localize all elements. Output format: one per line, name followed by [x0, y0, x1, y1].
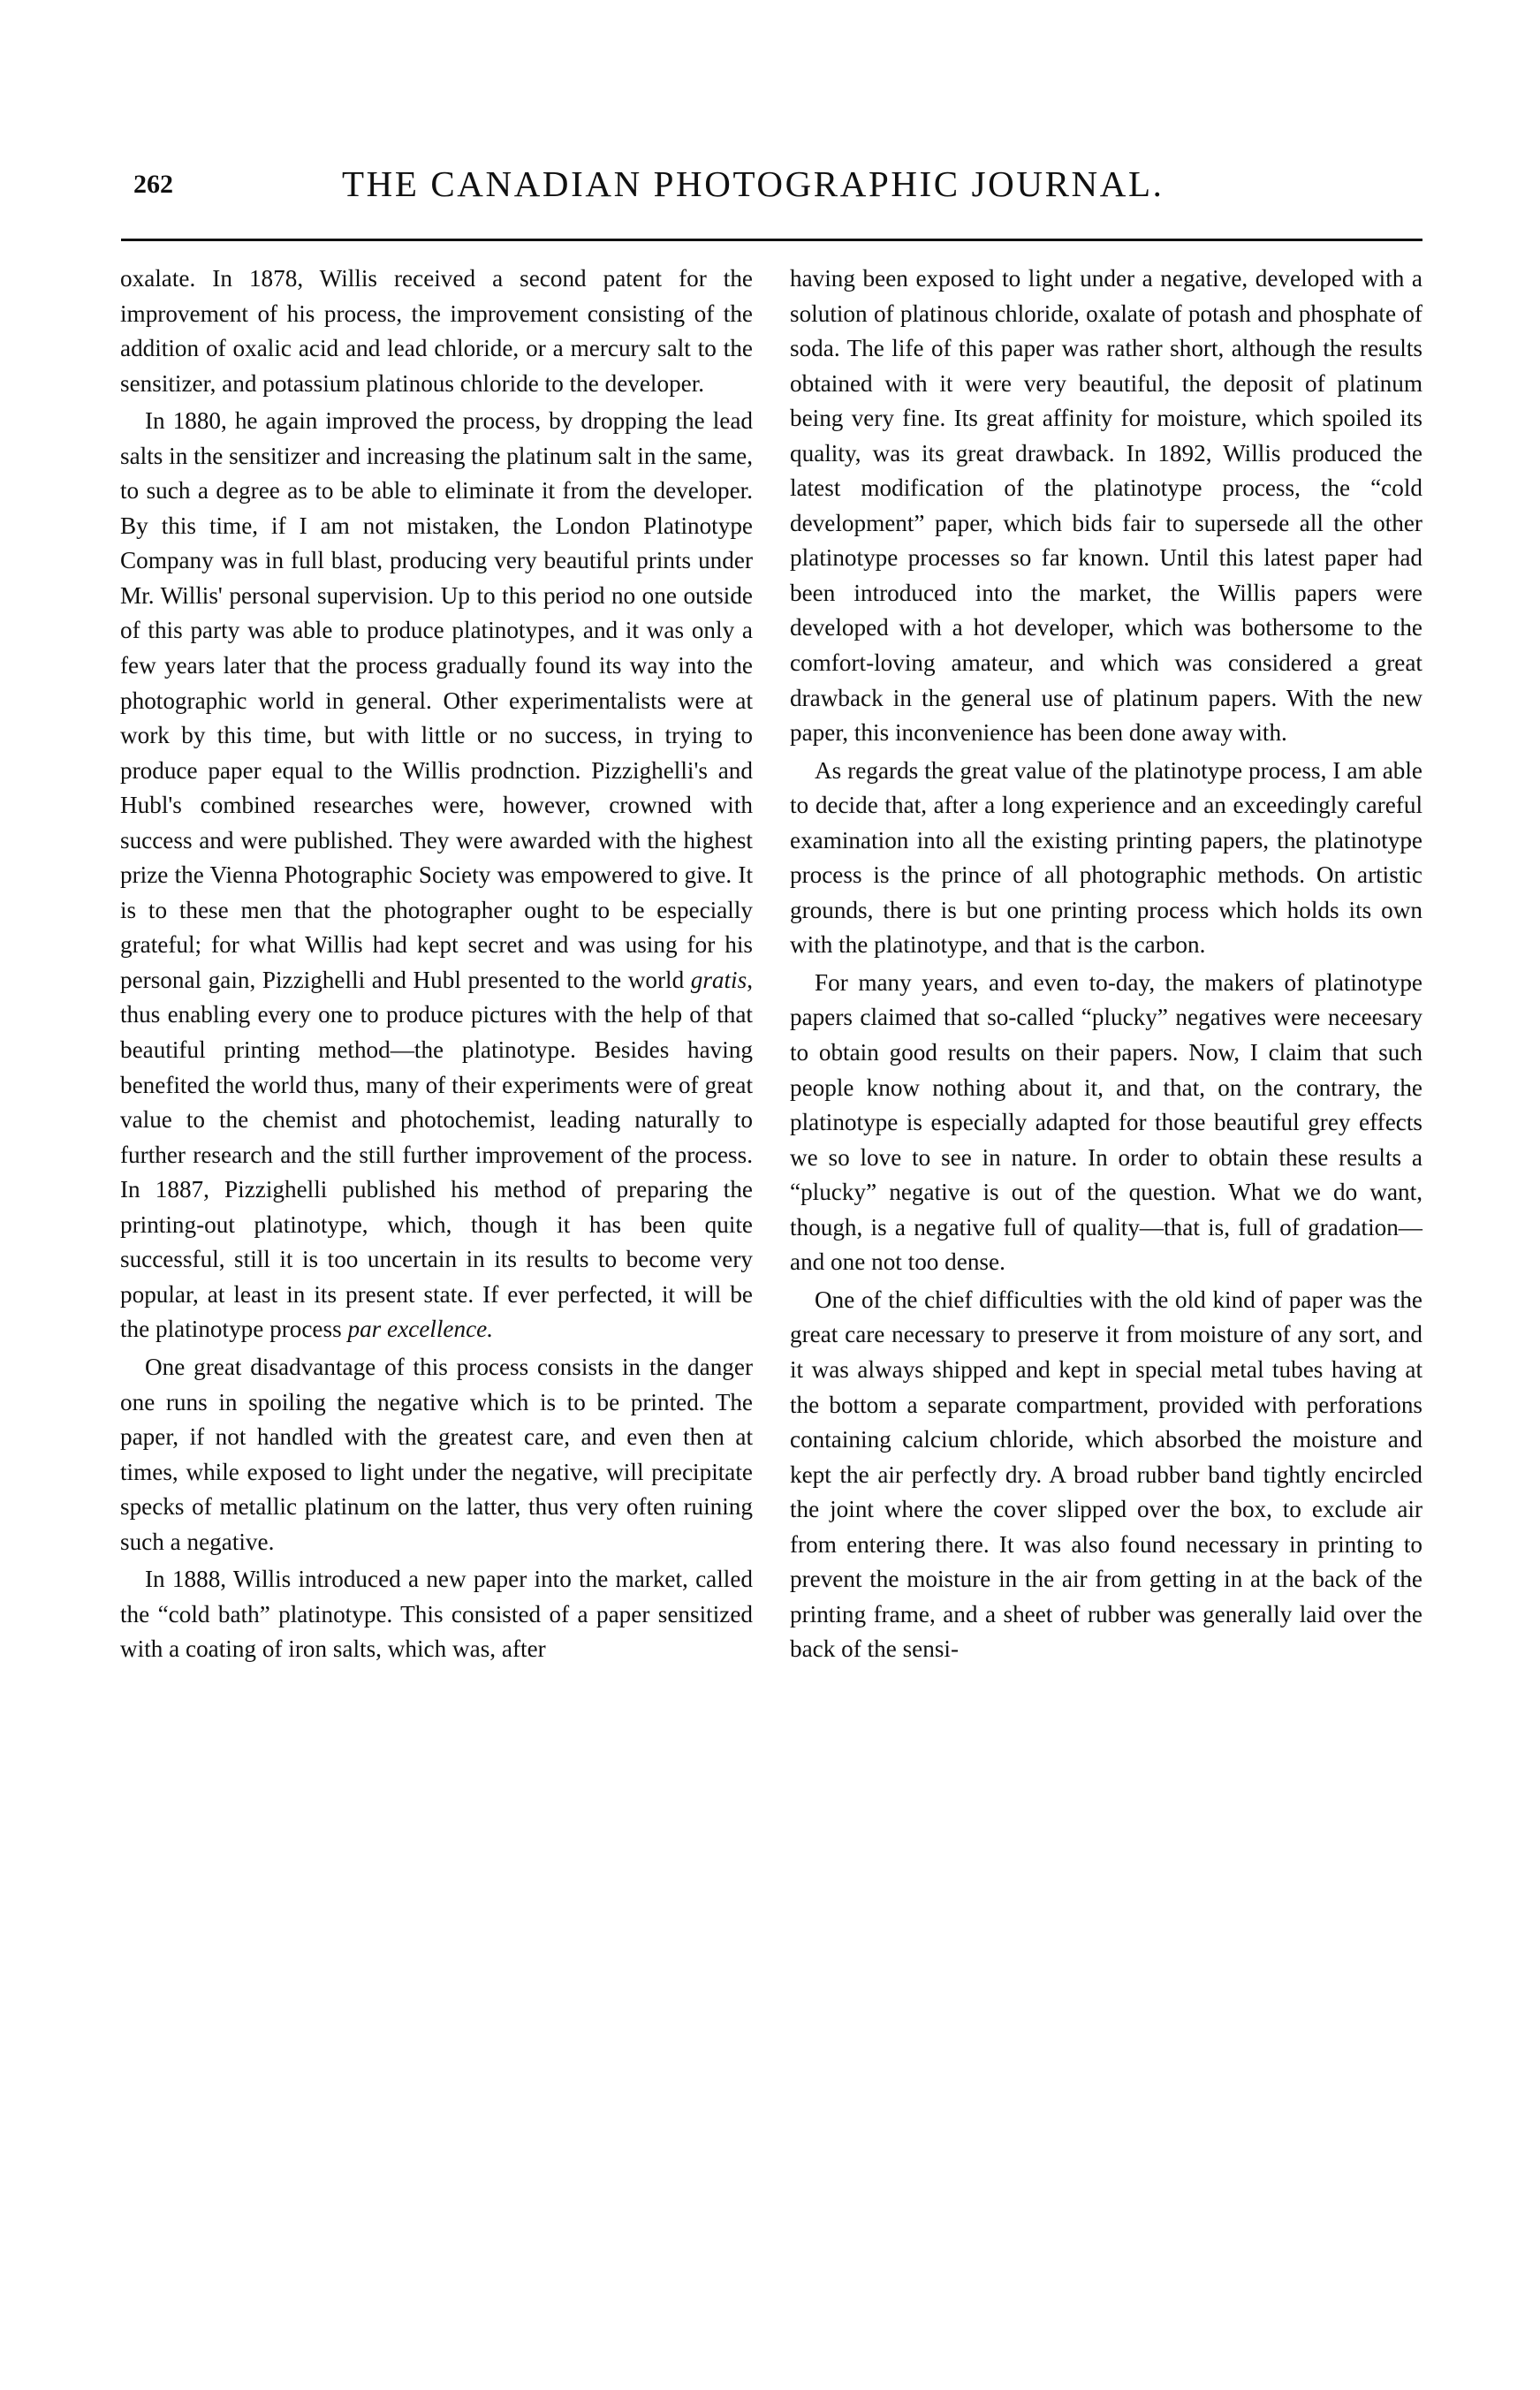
paragraph-text: In 1880, he again improved the process, by dropping the lead salts in the sensitizer and increasing the platinum salt in the same, to such a degree as to be able to eliminate it from the developer. By this time, if I am not mistaken, the London Platinotype Company was in full blast, producing very beautiful prints under Mr. Willis' personal supervision. Up to this period no one outside of this party was able to produce platinotypes, and it was only a few years later that the process gradually found its way into the photographic world in general. Other experimentalists were at work by this time, but with little or no success, in trying to produce paper equal to the Willis prodnction. Pizzighelli's and Hubl's combined researches were, however, crowned with success and were published. They were awarded with the highest prize the Vienna Photographic Society was empowered to give. It is to these men that the photographer ought to be especially grateful; for what Willis had kept secret and was using for his personal gain, Pizzighelli and Hubl presented to the world — [120, 407, 753, 993]
header-rule — [121, 239, 1422, 241]
page-number: 262 — [133, 170, 173, 199]
italic-term-par-excellence: par excellence. — [347, 1316, 494, 1343]
paragraph-text: In 1888, Willis introduced a new paper into the market, called the “cold bath” platinotype. This consisted of a paper sensitized with a coating of iron salts, which was, after — [120, 1566, 753, 1663]
right-column — [790, 262, 1422, 1667]
paragraph-text: oxalate. In 1878, Willis received a second patent for the improvement of his process, the improvement consisting of the addition of oxalic acid and lead chloride, or a mercury salt to the sensitizer, and potassium platinous chloride to the developer. — [120, 265, 753, 397]
paragraph-text: , thus enabling every one to produce pictures with the help of that beautiful printing method—the platinotype. Besides having benefited the world thus, many of their experiments were of great value to the chemist and photochemist, leading naturally to further research and the still further improvement of the process. In 1887, Pizzighelli published his method of preparing the printing-out platinotype, which, though it has been quite successful, still it is too uncertain in its results to become very popular, at least in its present state. If ever perfected, it will be the platinotype process — [120, 966, 753, 1343]
paragraph-text: One great disadvantage of this process consists in the danger one runs in spoiling the negative which is to be printed. The paper, if not handled with the greatest care, and even then at times, while exposed to light under the negative, will precipitate specks of metallic platinum on the latter, thus very often ruining such a negative. — [120, 1353, 753, 1555]
italic-term-gratis: gratis — [690, 966, 747, 993]
paragraph — [790, 754, 1422, 963]
paragraph — [120, 404, 753, 1347]
paragraph — [790, 262, 1422, 751]
paragraph — [120, 262, 753, 401]
paragraph — [790, 966, 1422, 1280]
paragraph — [120, 1350, 753, 1559]
paragraph — [790, 1283, 1422, 1667]
paragraph-text: As regards the great value of the platinotype process, I am able to decide that, after a long experience and an exceedingly careful examination into all the existing printing papers, the platinotype process is the prince of all photographic methods. On artistic grounds, there is but one printing process which holds its own with the platinotype, and that is the carbon. — [790, 756, 1422, 959]
paragraph-text: One of the chief difficulties with the old kind of paper was the great care necessary to preserve it from moisture of any sort, and it was always shipped and kept in special metal tubes having at the bottom a separate compartment, provided with perforations containing calcium chloride, which absorbed the moisture and kept the air perfectly dry. A broad rubber band tightly encircled the joint where the cover slipped over the box, to exclude air from entering there. It was also found necessary in printing to prevent the moisture in the air from getting in at the back of the printing frame, and a sheet of rubber was generally laid over the back of the sensi- — [790, 1286, 1422, 1663]
paragraph-text: having been exposed to light under a negative, developed with a solution of platinous chloride, oxalate of potash and phosphate of soda. The life of this paper was rather short, although the results obtained with it were very beautiful, the deposit of platinum being very fine. Its great affinity for moisture, which spoiled its quality, was its great drawback. In 1892, Willis produced the latest modification of the platinotype process, the “cold development” paper, which bids fair to supersede all the other platinotype processes so far known. Until this latest paper had been introduced into the market, the Willis papers were developed with a hot developer, which was bothersome to the comfort-loving amateur, and which was considered a great drawback in the general use of platinum papers. With the new paper, this inconvenience has been done away with. — [790, 265, 1422, 747]
running-head — [121, 157, 1422, 210]
paragraph-text: For many years, and even to-day, the makers of platinotype papers claimed that so-called “plucky” negatives were neceesary to obtain good results on their papers. Now, I claim that such people know nothing about it, and that, on the contrary, the platinotype is especially adapted for those beautiful grey effects we so love to see in nature. In order to obtain these results a “plucky” negative is out of the question. What we do want, though, is a negative full of quality—that is, full of gradation—and one not too dense. — [790, 968, 1422, 1276]
journal-title: THE CANADIAN PHOTOGRAPHIC JOURNAL. — [342, 163, 1164, 204]
left-column — [120, 262, 753, 1667]
paragraph — [120, 1562, 753, 1667]
